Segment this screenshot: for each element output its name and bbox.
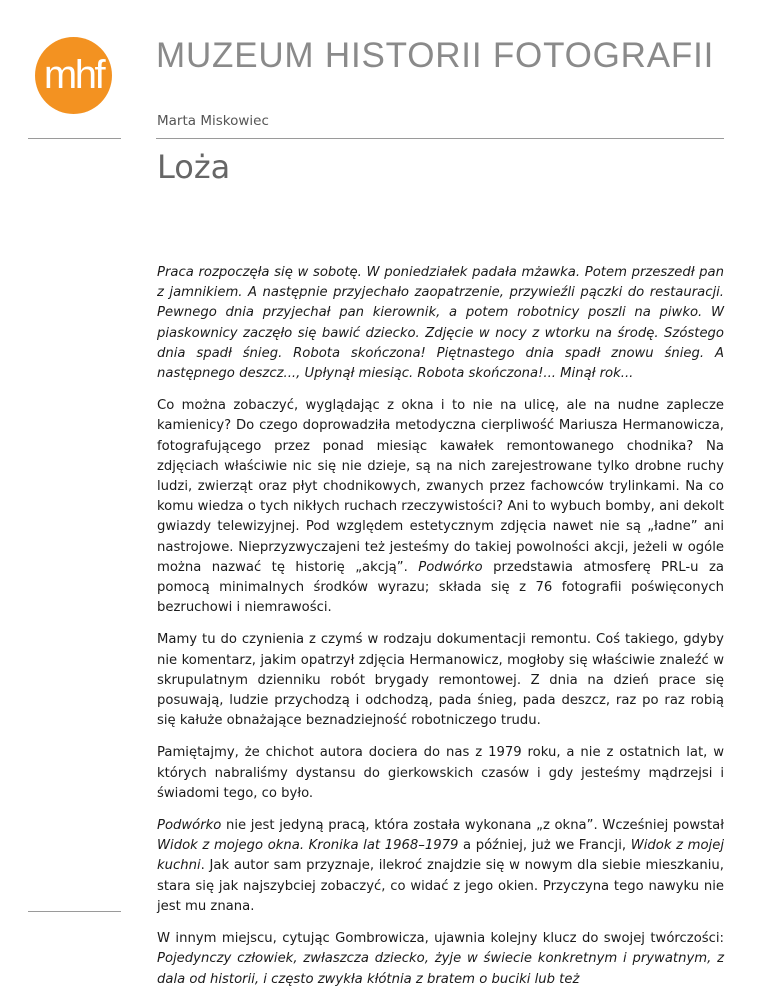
museum-logo[interactable] [35,37,112,114]
quote: Pojedynczy człowiek, zwłaszcza dziecko, żyje w świecie konkretnym i prywatnym, z dala od historii, i często zwykła kłótnia z bratem o buciki lub też [157,951,724,987]
footer-divider [28,911,121,912]
paragraph-4: Pamiętajmy, że chichot autora dociera do nas z 1979 roku, a nie z ostatnich lat, w których nabraliśmy dystansu do gierkowskich czasów i gdy jesteśmy mądrzejsi i świadomi tego, co było. [157,745,724,801]
text-run: W innym miejscu, cytując Gombrowicza, ujawnia kolejny klucz do swojej twórczości: [157,931,724,947]
left-divider [28,138,121,139]
text-run: przedstawia atmosferę PRL-u za pomocą minimalnych środków wyrazu; składa się z 76 fotografii poświęconych bezruchowi i niemrawości. [157,559,724,616]
museum-title: MUZEUM HISTORII FOTOGRAFII [156,36,715,75]
paragraph-6 [157,929,724,990]
text-run: a później, już we Francji, [458,838,631,854]
article-title: Loża [157,148,231,186]
paragraph-5 [157,816,724,917]
author-name: Marta Miskowiec [157,113,269,129]
work-title: Podwórko [418,559,483,575]
paragraph-2 [157,396,724,618]
work-title: Widok z mojego okna. Kronika lat 1968–1979 [157,838,459,854]
text-run: nie jest jedyną pracą, która została wykonana „z okna”. Wcześniej powstał [221,818,724,834]
text-run: Co można zobaczyć, wyglądając z okna i to nie na ulicę, ale na nudne zaplecze kamienicy? Do czego doprowadziła metodyczna cierpliwość Mariusza Hermanowicza, fotografującego przez ponad miesiąc kawałek remontowanego chodnika? Na zdjęciach właściwie nic się nie dzieje, są na nich zarejestrowane tylko drobne ruchy ludzi, zwierząt oraz płyt chodnikowych, zwanych przez fachowców trylinkami. Na co komu wiedza o tych nikłych ruchach rzeczywistości? Ani to wybuch bomby, ani dekolt gwiazdy telewizyjnej. Pod względem estetycznym zdjęcia nawet nie są „ładne” ani nastrojowe. Nieprzyzwyczajeni też jesteśmy do takiej powolności akcji, jeżeli w ogóle można nazwać tę historię „akcją”. [157,398,724,575]
work-title: Widok z mojej kuchni [157,838,724,874]
paragraph-3: Mamy tu do czynienia z czymś w rodzaju dokumentacji remontu. Coś takiego, gdyby nie komentarz, jakim opatrzył zdjęcia Hermanowicz, mogłoby się właściwie znaleźć w skrupulatnym dzienniku robót brygady remontowej. Z dnia na dzień prace się posuwają, ludzie przychodzą i odchodzą, pada śnieg, pada deszcz, raz po raz robią się kałuże obnażające beznadziejność robotniczego trudu. [157,632,724,729]
text-run: . Jak autor sam przyznaje, ilekroć znajdzie się w nowym dla siebie mieszkaniu, stara się jak najszybciej zobaczyć, co widać z jego okien. Przyczyna tego nawyku nie jest mu znana. [157,858,724,914]
work-title: Podwórko [157,818,222,834]
article-body [157,263,724,1002]
article-intro: Praca rozpoczęła się w sobotę. W poniedziałek padała mżawka. Potem przeszedł pan z jamnikiem. A następnie przyjechało zaopatrzenie, przywieźli pączki do restauracji. Pewnego dnia przyjechał pan kierownik, a potem robotnicy poszli na piwko. W piaskownicy zaczęło się bawić dziecko. Zdjęcie w nocy z wtorku na środę. Szóstego dnia spadł śnieg. Robota skończona! Piętnastego dnia spadł znowu śnieg. A następnego deszcz..., Upłynął miesiąc. Robota skończona!... Minął rok... [157,265,724,382]
logo-text: mhf [43,52,104,97]
header-divider [156,138,724,139]
